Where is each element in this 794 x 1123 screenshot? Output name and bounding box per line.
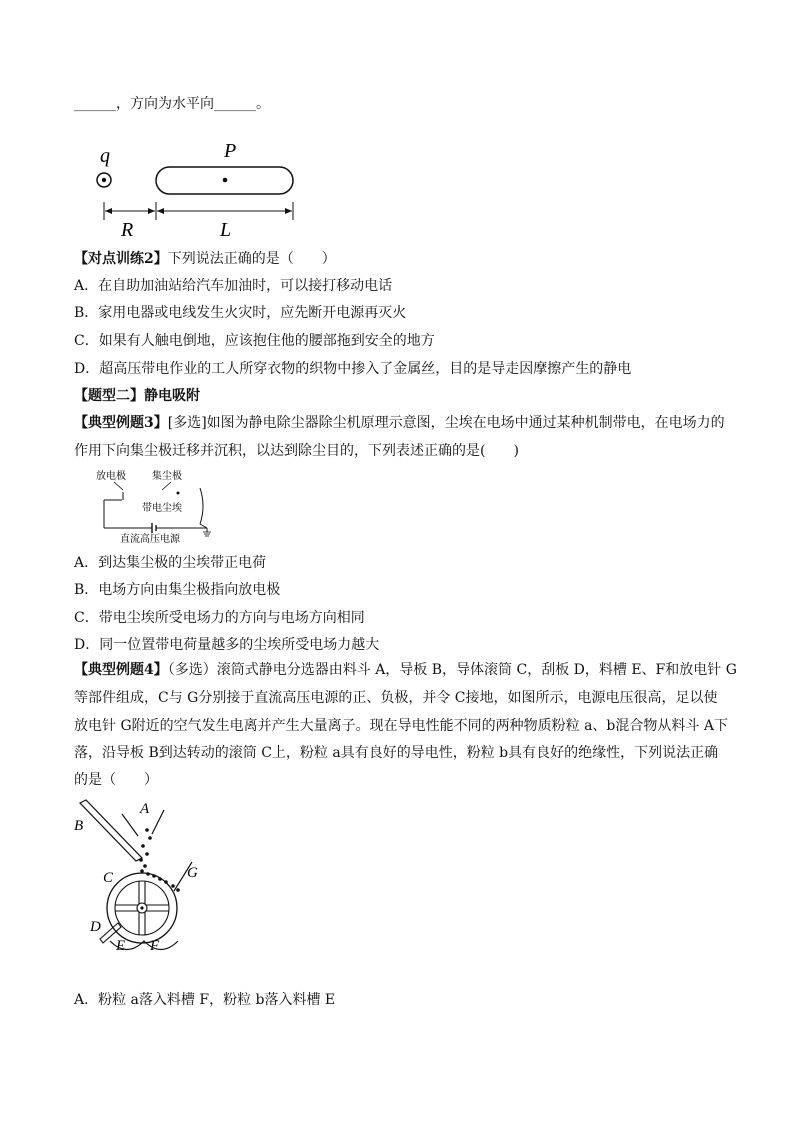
q2-text: 下列说法正确的是（ ） <box>167 251 336 267</box>
rod-center-dot <box>223 178 228 183</box>
label-R: R <box>121 219 134 240</box>
section-title: 静电吸附 <box>144 388 200 404</box>
q4-option-a: A．粉粒 a落入料槽 F，粉粒 b落入料槽 E <box>74 992 336 1008</box>
q4-text1: （多选）滚筒式静电分选器由料斗 A，导板 B，导体滚筒 C，刮板 D，料槽 E、F和放电针 G <box>167 662 737 678</box>
q3-option-a: A．到达集尘极的尘埃带正电荷 <box>74 555 267 571</box>
top-line: ______，方向为水平向______。 <box>74 96 270 112</box>
label-discharge: 放电极 <box>96 471 126 482</box>
guide-plate-B <box>80 800 142 861</box>
label-q: q <box>100 145 110 167</box>
label-power: 直流高压电源 <box>120 534 180 545</box>
q4-head: 【典型例题4】 <box>74 662 168 678</box>
label-collector: 集尘极 <box>152 471 182 482</box>
q3-head: 【典型例题3】 <box>74 415 168 431</box>
label-D: D <box>90 919 101 935</box>
figure-precipitator <box>92 466 222 546</box>
q3-option-c: C．带电尘埃所受电场力的方向与电场方向相同 <box>74 610 365 626</box>
q3-option-d: D．同一位置带电荷量越多的尘埃所受电场力越大 <box>74 637 380 653</box>
figure-charge-rod <box>90 135 305 240</box>
q3-line2: 作用下向集尘极迁移并沉积，以达到除尘目的，下列表述正确的是( ) <box>74 443 519 459</box>
q3-option-b: B．电场方向由集尘极指向放电极 <box>74 582 281 598</box>
label-B: B <box>74 818 84 834</box>
label-dust: 带电尘埃 <box>142 503 182 514</box>
label-G: G <box>187 865 198 881</box>
section-head: 【题型二】 <box>74 388 144 404</box>
q2-option-d: D．超高压带电作业的工人所穿衣物的织物中掺入了金属丝，目的是导走因摩擦产生的静电 <box>74 361 632 377</box>
q4-line3: 放电针 G附近的空气发生电离并产生大量离子。现在导电性能不同的两种物质粉粒 a、b混合物从料斗 A下 <box>74 718 728 734</box>
q2-stem <box>74 249 336 269</box>
label-E: E <box>116 938 126 954</box>
q2-option-c: C．如果有人触电倒地，应该抱住他的腰部拖到安全的地方 <box>74 333 435 349</box>
label-A: A <box>140 801 150 817</box>
label-P: P <box>224 140 237 162</box>
figure-drum-separator <box>70 796 220 961</box>
q4-line2: 等部件组成，C与 G分别接于直流高压电源的正、负极，并令 C接地，如图所示，电源电压很高，足以使 <box>74 690 718 706</box>
q2-option-b: B．家用电器或电线发生火灾时，应先断开电源再灭火 <box>74 305 407 321</box>
q3-line1 <box>74 413 725 433</box>
label-F: F <box>150 938 160 954</box>
section-heading <box>74 386 200 406</box>
label-L: L <box>220 219 232 240</box>
q4-line5: 的是（ ） <box>74 772 158 788</box>
q4-line4: 落，沿导板 B到达转动的滚筒 C上，粉粒 a具有良好的导电性，粉粒 b具有良好的绝缘性，下列说法正确 <box>74 745 719 761</box>
charge-q-dot <box>102 178 106 182</box>
label-C: C <box>103 870 114 886</box>
q3-text1: [多选]如图为静电除尘器除尘机原理示意图，尘埃在电场中通过某种机制带电，在电场力的 <box>167 415 725 431</box>
q4-line1 <box>74 660 737 680</box>
q2-option-a: A．在自助加油站给汽车加油时，可以接打移动电话 <box>74 278 393 294</box>
q2-head: 【对点训练2】 <box>74 251 168 267</box>
